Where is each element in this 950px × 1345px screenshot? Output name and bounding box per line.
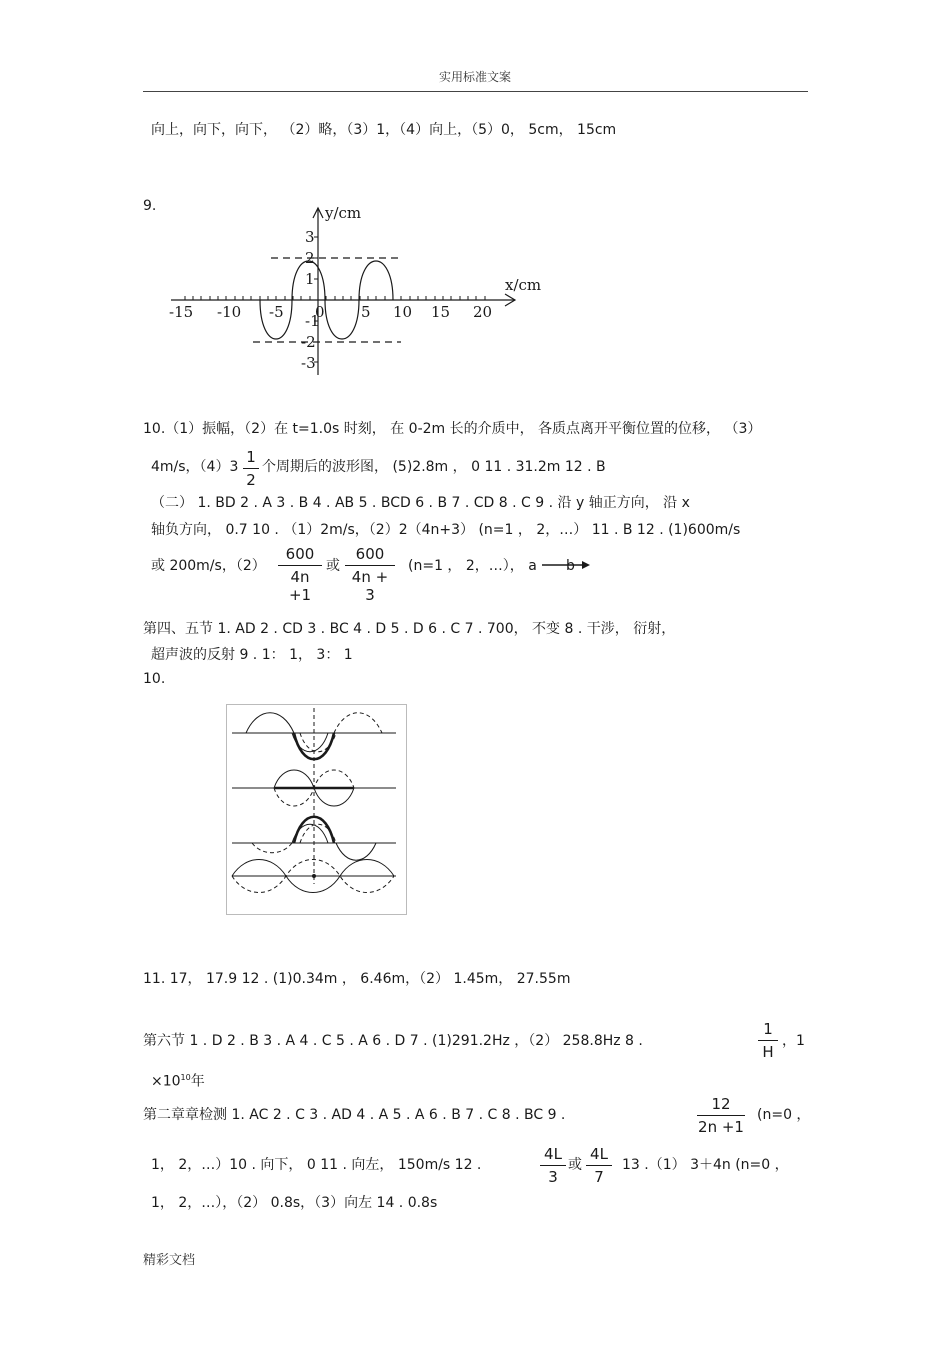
chapter-2-or: 或 xyxy=(568,1157,582,1173)
section-2-line2: 轴负方向， 0.7 10 . （1）2m/s，（2）2（4n+3） (n=1 ， 2，…） 11 . B 12 . (1)600m/s xyxy=(151,522,741,538)
question-10-label: 10. xyxy=(143,671,166,687)
y-tick-label: -1 xyxy=(305,312,320,330)
section-6-line2: $\times 10^{10}$年 xyxy=(151,1073,205,1090)
y-tick-label: 2 xyxy=(305,249,315,267)
fraction-4L-7: 4L 7 xyxy=(586,1145,612,1186)
x-tick-label: -10 xyxy=(217,303,242,321)
fraction-half: 1 2 xyxy=(243,448,259,489)
chapter-2-line1-pre: 第二章章检测 1. AC 2 . C 3 . AD 4 . A 5 . A 6 . B 7 . C 8 . BC 9 . xyxy=(143,1107,566,1123)
x-tick-label: 5 xyxy=(361,303,371,321)
section-2-or: 或 xyxy=(326,558,340,574)
chapter-2-line3: 1， 2，…），（2） 0.8s，（3）向左 14 . 0.8s xyxy=(151,1195,438,1211)
x-axis-label: x/cm xyxy=(505,276,542,294)
fraction-600-4n3: 600 4n + 3 xyxy=(345,545,395,604)
chapter-2-line2-pre: 1， 2，…）10 . 向下， 0 11 . 向左， 150m/s 12 . xyxy=(151,1157,482,1173)
section-45-line1: 第四、五节 1. AD 2 . CD 3 . BC 4 . D 5 . D 6 . C 7 . 700， 不变 8 . 干涉， 衍射， xyxy=(143,621,676,637)
section-6-line1-post: ，1 xyxy=(782,1033,805,1049)
page-header: 实用标准文案 xyxy=(438,70,511,84)
y-tick-label: 1 xyxy=(305,270,315,288)
x-tick-label: 10 xyxy=(393,303,413,321)
exponent: 10 xyxy=(180,1073,191,1082)
section-2-line1: （二） 1. BD 2 . A 3 . B 4 . AB 5 . BCD 6 . B 7 . CD 8 . C 9 . 沿 y 轴正方向， 沿 x xyxy=(151,495,690,511)
fraction-12-2n1: 12 2n +1 xyxy=(698,1095,744,1136)
chapter-2-line2-post: 13 .（1） 3＋4n (n=0 ， xyxy=(622,1157,789,1173)
section-45-line2: 超声波的反射 9 . 1： 1， 3： 1 xyxy=(151,647,353,663)
chapter-2-line1-post: (n=0 ， xyxy=(757,1107,811,1123)
y-axis-label: y/cm xyxy=(325,204,362,222)
y-tick-label: -2 xyxy=(301,333,316,351)
x-tick-label: 20 xyxy=(473,303,493,321)
answer-q10-line1: 10.（1）振幅，（2）在 t=1.0s 时刻， 在 0-2m 长的介质中， 各质点离开平衡位置的位移， （3） xyxy=(143,421,762,437)
section-2-line3-post: (n=1 ， 2，…）， a xyxy=(408,558,537,574)
answer-q11: 11. 17， 17.9 12 . (1)0.34m ， 6.46m，（2） 1.45m， 27.55m xyxy=(143,971,571,987)
x-tick-label: 15 xyxy=(431,303,451,321)
fraction-1-over-H: 1 H xyxy=(758,1020,778,1061)
section-2-b-label: b xyxy=(566,558,575,574)
x-tick-label: 0 xyxy=(315,303,325,321)
section-2-line3-pre: 或 200m/s，（2） xyxy=(151,558,266,574)
section-6-line1-pre: 第六节 1 . D 2 . B 3 . A 4 . C 5 . A 6 . D 7 . (1)291.2Hz ，（2） 258.8Hz 8 . xyxy=(143,1033,643,1049)
y-tick-label: 3 xyxy=(305,228,315,246)
x-tick-label: -15 xyxy=(169,303,194,321)
x-tick-label: -5 xyxy=(269,303,284,321)
fraction-600-4n1: 600 4n +1 xyxy=(278,545,322,604)
fraction-4L-3: 4L 3 xyxy=(540,1145,566,1186)
answer-q10-line2-pre: 4m/s，（4）3 xyxy=(151,459,239,475)
answer-line-1: 向上，向下，向下， （2）略，（3）1，（4）向上，（5）0， 5cm， 15cm xyxy=(151,122,617,138)
header-rule xyxy=(143,91,808,92)
question-9-label: 9. xyxy=(143,198,157,214)
y-tick-label: -3 xyxy=(301,354,316,372)
wave-graph-q9 xyxy=(165,200,555,380)
superposition-figure xyxy=(226,704,408,916)
answer-q10-line2-post: 个周期后的波形图， (5)2.8m ， 0 11 . 31.2m 12 . B xyxy=(262,459,606,475)
page-footer: 精彩文档 xyxy=(143,1253,196,1268)
